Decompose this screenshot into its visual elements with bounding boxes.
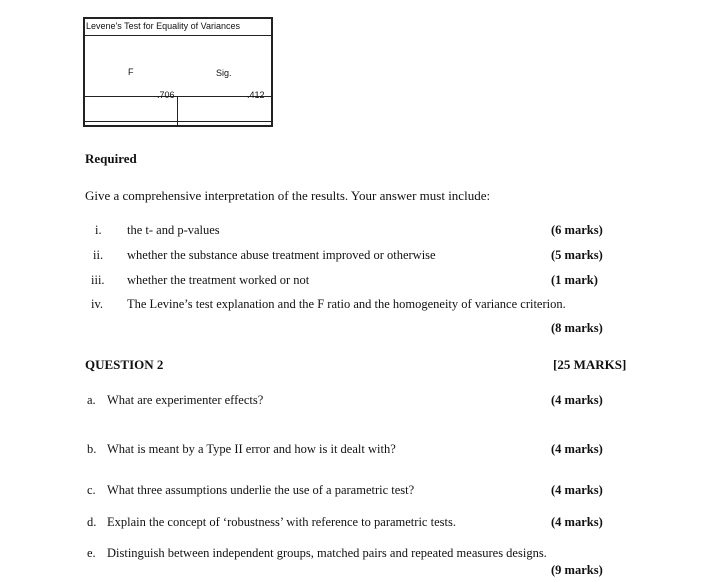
item-marks: (8 marks) — [551, 321, 603, 335]
item-number: i. — [95, 223, 102, 237]
levene-table — [83, 17, 273, 127]
item-letter: d. — [87, 515, 97, 529]
required-intro: Give a comprehensive interpretation of the results. Your answer must include: — [85, 188, 491, 203]
column-header-f: F — [128, 67, 134, 77]
item-text: whether the treatment worked or not — [127, 273, 310, 287]
table-title: Levene's Test for Equality of Variances — [86, 21, 240, 31]
item-marks: (6 marks) — [551, 223, 603, 237]
item-text: Explain the concept of ‘robustness’ with reference to parametric tests. — [107, 515, 456, 529]
item-marks: (4 marks) — [551, 515, 603, 529]
item-text: The Levine’s test explanation and the F ratio and the homogeneity of variance criterion. — [127, 297, 566, 311]
item-marks: (4 marks) — [551, 442, 603, 456]
sig-value: .412 — [247, 90, 265, 100]
item-marks: (5 marks) — [551, 248, 603, 262]
question2-total: [25 MARKS] — [553, 357, 627, 372]
item-text: the t- and p-values — [127, 223, 220, 237]
item-letter: a. — [87, 393, 96, 407]
table-divider — [83, 121, 273, 122]
item-text: What are experimenter effects? — [107, 393, 264, 407]
item-marks: (4 marks) — [551, 393, 603, 407]
item-text: whether the substance abuse treatment improved or otherwise — [127, 248, 436, 262]
item-text: Distinguish between independent groups, matched pairs and repeated measures designs. — [107, 546, 547, 560]
table-border — [83, 17, 273, 127]
item-marks: (1 mark) — [551, 273, 598, 287]
table-divider — [83, 96, 273, 97]
item-number: ii. — [93, 248, 104, 262]
item-text: What three assumptions underlie the use of a parametric test? — [107, 483, 415, 497]
required-heading: Required — [85, 151, 137, 166]
item-letter: b. — [87, 442, 97, 456]
table-divider — [83, 35, 273, 36]
item-text: What is meant by a Type II error and how is it dealt with? — [107, 442, 396, 456]
item-number: iv. — [91, 297, 104, 311]
item-letter: e. — [87, 546, 96, 560]
question2-heading: QUESTION 2 — [85, 357, 164, 372]
column-header-sig: Sig. — [216, 68, 232, 78]
item-letter: c. — [87, 483, 96, 497]
item-marks: (4 marks) — [551, 483, 603, 497]
f-value: .706 — [157, 90, 175, 100]
item-marks: (9 marks) — [551, 563, 603, 577]
item-number: iii. — [91, 273, 105, 287]
